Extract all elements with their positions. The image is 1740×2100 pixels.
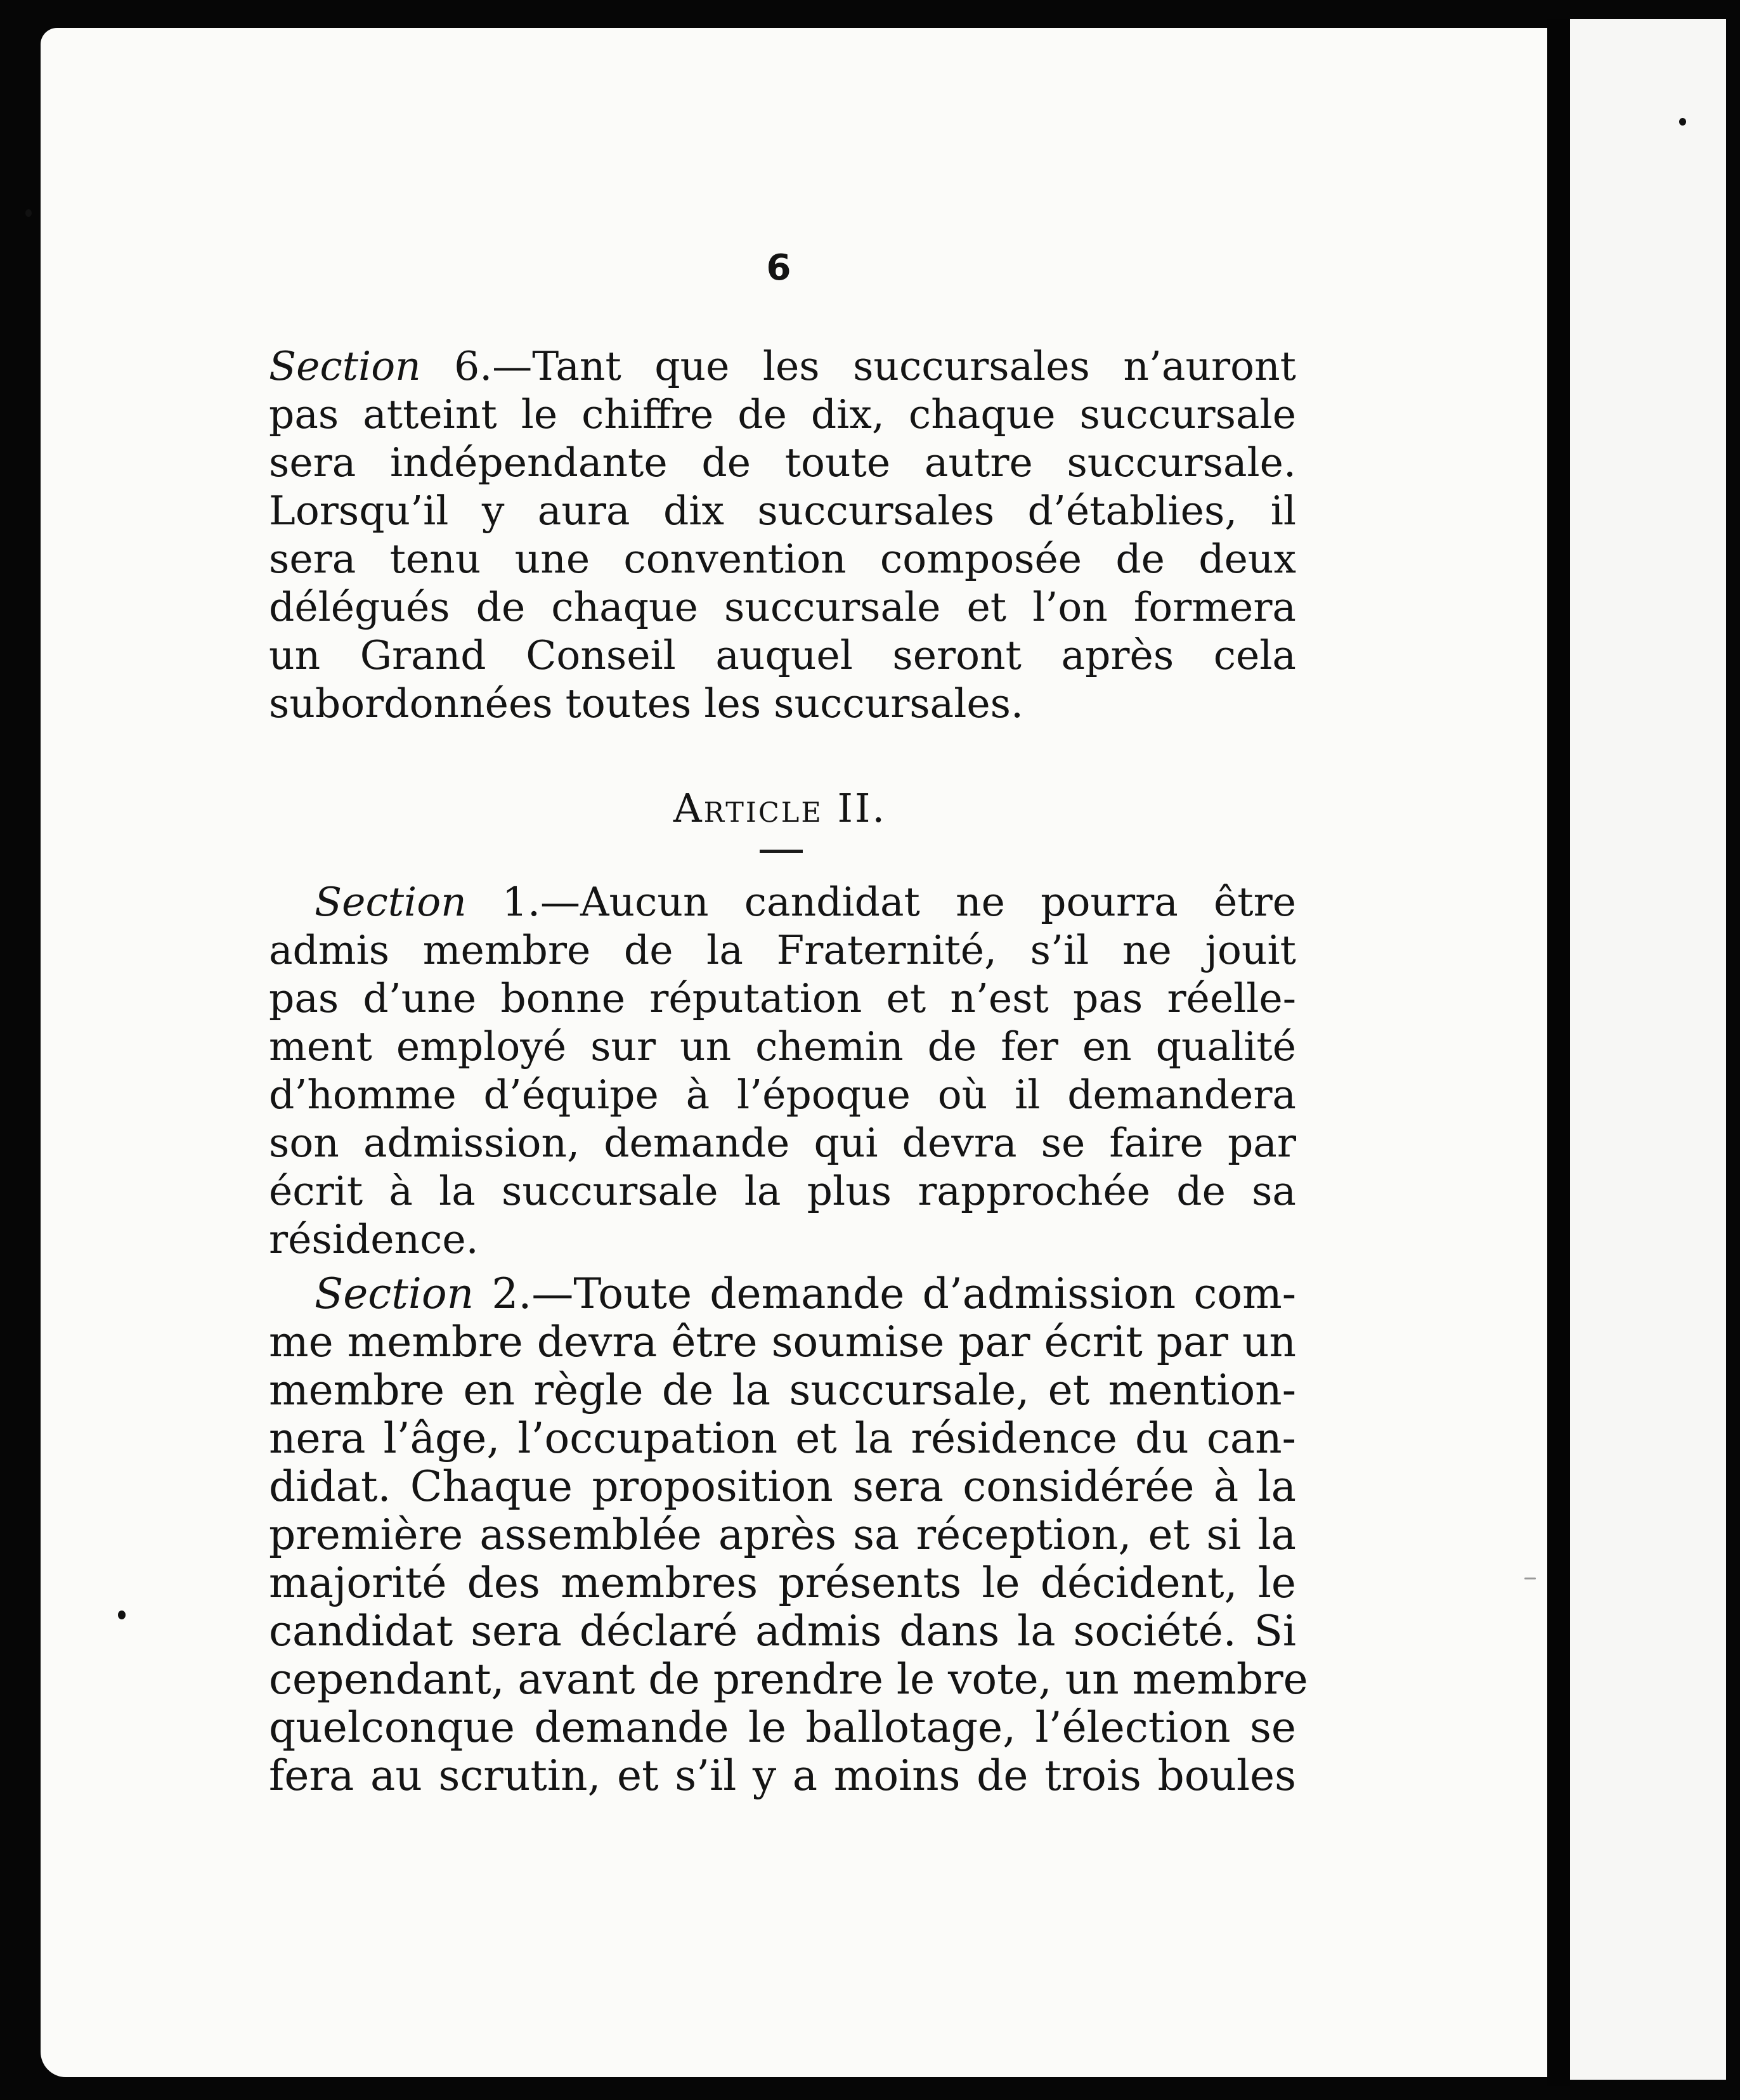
text-line: pas atteint le chiffre de dix, chaque succursale: [269, 391, 1296, 438]
scan-speck: [1524, 1578, 1536, 1579]
text-line: sera indépendante de toute autre succursale.: [269, 439, 1296, 486]
text-line: délégués de chaque succursale et l’on formera: [269, 584, 1296, 630]
section-label: Section: [269, 343, 421, 389]
text-line: quelconque demande le ballotage, l’élection se: [269, 1703, 1296, 1752]
text-line: première assemblée après sa réception, et si la: [269, 1510, 1296, 1559]
scan-speck: [25, 209, 32, 217]
text-line: cependant, avant de prendre le vote, un membre: [269, 1655, 1308, 1704]
scan-speck: [118, 1611, 126, 1619]
scan-speck: [1679, 118, 1686, 126]
text-line: admis membre de la Fraternité, s’il ne jouit: [269, 927, 1296, 973]
facing-page-edge: [1570, 19, 1726, 2080]
article-2-section-1-paragraph: [269, 878, 1296, 1264]
text-line: Lorsqu’il y aura dix succursales d’établies, il: [269, 488, 1296, 534]
text-line: pas d’une bonne réputation et n’est pas réelle-: [269, 975, 1296, 1021]
article-heading: [266, 785, 1294, 831]
section-label: Section: [315, 879, 467, 925]
text-line: un Grand Conseil auquel seront après cela: [269, 632, 1296, 678]
heading-rule: [760, 850, 803, 853]
text-line: nera l’âge, l’occupation et la résidence du can-: [269, 1414, 1296, 1463]
article-word: Article: [673, 785, 823, 831]
text-line: d’homme d’équipe à l’époque où il demandera: [269, 1072, 1296, 1118]
text-line: ment employé sur un chemin de fer en qualité: [269, 1023, 1296, 1070]
text-line: Section 6.—Tant que les succursales n’auront: [269, 343, 1296, 389]
text-line: sera tenu une convention composée de deux: [269, 536, 1296, 582]
section-6-paragraph: [269, 342, 1296, 728]
text-line: didat. Chaque proposition sera considérée à la: [269, 1462, 1296, 1511]
article-2-section-2-paragraph: [269, 1269, 1308, 1800]
text-line: écrit à la succursale la plus rapprochée de sa: [269, 1168, 1296, 1214]
text-line: majorité des membres présents le décident, le: [269, 1559, 1296, 1607]
text-line: résidence.: [269, 1216, 479, 1262]
text-line: fera au scrutin, et s’il y a moins de trois boules: [269, 1751, 1296, 1800]
text-line: me membre devra être soumise par écrit par un: [269, 1318, 1296, 1366]
text-line: Section 1.—Aucun candidat ne pourra être: [315, 879, 1296, 925]
text-line: subordonnées toutes les succursales.: [269, 680, 1024, 727]
text-line: son admission, demande qui devra se faire par: [269, 1120, 1296, 1166]
section-label: Section: [315, 1269, 474, 1318]
article-numeral: II.: [837, 785, 887, 831]
gutter-shadow: [1547, 19, 1570, 2086]
text-line: Section 2.—Toute demande d’admission com-: [315, 1269, 1296, 1318]
text-line: membre en règle de la succursale, et mention-: [269, 1366, 1296, 1415]
page-number: 6: [766, 247, 791, 288]
text-line: candidat sera déclaré admis dans la société. Si: [269, 1607, 1296, 1656]
